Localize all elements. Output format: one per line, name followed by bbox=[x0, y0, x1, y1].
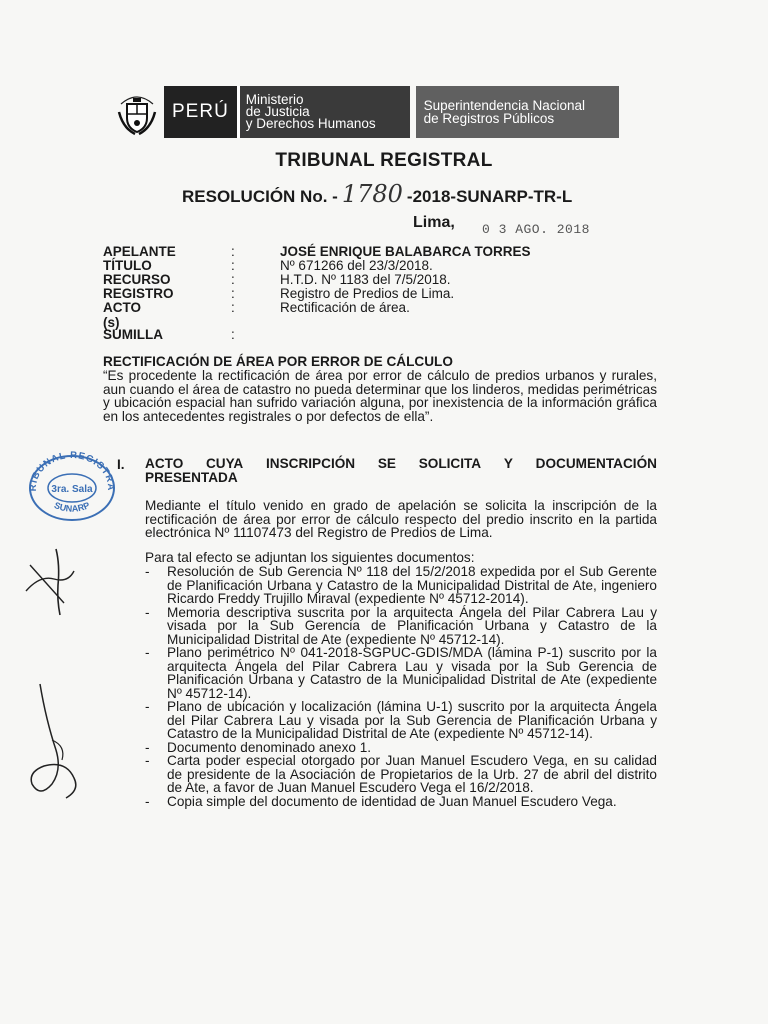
list-item bbox=[145, 646, 657, 700]
stamp-top-text: RIBUNAL REGISTRA bbox=[27, 450, 117, 492]
document-list bbox=[145, 565, 657, 808]
section-paragraph: Mediante el título venido en grado de apelación se solicita la inscripción de la rectificación de área por error de cálculo respecto del predio inscrito en la partida electrónica Nº 11107473 del Registro de Predios de Lima. bbox=[145, 498, 657, 540]
section-title-word: SE bbox=[377, 456, 396, 471]
resolution-number bbox=[182, 180, 572, 208]
field-value: Rectificación de área. bbox=[280, 300, 410, 315]
stamp-bottom-text: SUNARP bbox=[52, 500, 92, 514]
field-key: TÍTULO bbox=[103, 258, 152, 273]
sunarp-label bbox=[416, 86, 619, 138]
list-item-text: Documento denominado anexo 1. bbox=[167, 739, 372, 755]
sunarp-line-1: Superintendencia Nacional bbox=[423, 98, 585, 113]
section-title bbox=[145, 457, 657, 484]
list-dash: - bbox=[145, 739, 150, 755]
field-key: REGISTRO bbox=[103, 286, 174, 301]
field-key: ACTO (s) bbox=[103, 300, 142, 330]
list-item-text: Plano de ubicación y localización (lámina U-1) suscrito por la arquitecta Ángela del Pilar Cabrera Lau y visada por la Sub Gerencia de Planificación Urbana y Catastro de la Municipalidad Distrital de Ate (expediente Nº 45712-14). bbox=[167, 699, 657, 741]
list-dash: - bbox=[145, 753, 150, 768]
list-item bbox=[145, 754, 657, 795]
section-title-word: SOLICITA bbox=[418, 456, 482, 471]
field-colon: : bbox=[231, 272, 235, 287]
peru-label: PERÚ bbox=[164, 86, 240, 138]
field-value: H.T.D. Nº 1183 del 7/5/2018. bbox=[280, 272, 451, 287]
field-colon: : bbox=[231, 244, 235, 259]
field-colon: : bbox=[231, 327, 235, 342]
ministry-line-1: Ministerio bbox=[245, 92, 304, 107]
tribunal-stamp bbox=[26, 450, 118, 522]
resolution-prefix: RESOLUCIÓN No. - bbox=[182, 187, 338, 206]
ministry-line-2: de Justicia bbox=[245, 104, 310, 119]
sumilla-text: “Es procedente la rectificación de área por error de cálculo de predios urbanos y rurales, aun cuando el área de catastro no pueda determinar que los linderos, medidas perimétricas y ubicación espacial han sufrido variación alguna, por inexistencia de la información gráfica en los antecedentes registrales o por defectos de ella”. bbox=[103, 368, 657, 424]
field-key: RECURSO bbox=[103, 272, 171, 287]
field-value: Nº 671266 del 23/3/2018. bbox=[280, 258, 433, 273]
field-value: Registro de Predios de Lima. bbox=[280, 286, 455, 301]
list-dash: - bbox=[145, 699, 150, 714]
section-title-word: ACTO bbox=[145, 456, 184, 471]
list-item bbox=[145, 795, 657, 809]
section-title-word: INSCRIPCIÓN bbox=[265, 456, 356, 471]
section-title-word: Y bbox=[503, 456, 513, 471]
date-stamp: 0 3 AGO. 2018 bbox=[482, 222, 590, 237]
section-title-word: DOCUMENTACIÓN bbox=[535, 456, 657, 471]
section-title-line2: PRESENTADA bbox=[145, 469, 238, 485]
section-title-word: CUYA bbox=[205, 456, 244, 471]
field-colon: : bbox=[231, 300, 235, 315]
sunarp-line-2: de Registros Públicos bbox=[423, 111, 555, 126]
resolution-suffix: -2018-SUNARP-TR-L bbox=[406, 187, 573, 206]
letterhead bbox=[110, 86, 619, 138]
document-title: TRIBUNAL REGISTRAL bbox=[275, 150, 493, 171]
sumilla-title: RECTIFICACIÓN DE ÁREA POR ERROR DE CÁLCULO bbox=[103, 354, 453, 369]
list-dash: - bbox=[145, 564, 150, 579]
list-dash: - bbox=[145, 604, 150, 620]
field-colon: : bbox=[231, 286, 235, 301]
field-colon: : bbox=[231, 258, 235, 273]
section-number: I. bbox=[117, 457, 125, 472]
list-item-text: Copia simple del documento de identidad de Juan Manuel Escudero Vega. bbox=[167, 793, 617, 809]
list-item-text: Memoria descriptiva suscrita por la arquitecta Ángela del Pilar Cabrera Lau y visada por la Sub Gerencia de Planificación Urbana y Catastro de la Municipalidad Distrital de Ate (expediente Nº 45712-14). bbox=[167, 604, 657, 647]
list-item bbox=[145, 606, 657, 647]
list-item-text: Plano perimétrico Nº 041-2018-SGPUC-GDIS/MDA (lámina P-1) suscrito por la arquitecta Ángela del Pilar Cabrera Lau y visada por la Sub Gerencia de Planificación Urbana y Catastro de la Municipalidad Distrital de Ate (expediente Nº 45712-14). bbox=[167, 645, 657, 701]
list-item-text: Carta poder especial otorgado por Juan Manuel Escudero Vega, en su calidad de presidente de la Asociación de Propietarios de la Urb. 27 de abril del distrito de Ate, a favor de Juan Manuel Escudero Vega el 16/2/2018. bbox=[167, 753, 657, 795]
handwritten-signature bbox=[22, 680, 92, 810]
list-item bbox=[145, 700, 657, 741]
field-key: APELANTE bbox=[103, 244, 176, 259]
list-dash: - bbox=[145, 793, 150, 809]
ministry-line-3: y Derechos Humanos bbox=[245, 116, 376, 131]
list-item-text: Resolución de Sub Gerencia Nº 118 del 15/2/2018 expedida por el Sub Gerente de Planificación Urbana y Catastro de la Municipalidad Distrital de Ate, ingeniero Ricardo Freddy Trujillo Miraval (expediente Nº 45712-2014). bbox=[167, 564, 657, 606]
initials-signature bbox=[20, 545, 80, 620]
resolution-handwritten-number: 1780 bbox=[341, 180, 403, 208]
place-label: Lima, bbox=[413, 214, 455, 231]
field-key: SUMILLA bbox=[103, 327, 163, 342]
list-item bbox=[145, 741, 657, 755]
section-intro: Para tal efecto se adjuntan los siguientes documentos: bbox=[145, 550, 475, 565]
coat-of-arms-icon bbox=[110, 86, 164, 138]
stamp-center-text: 3ra. Sala bbox=[51, 484, 93, 495]
field-value: JOSÉ ENRIQUE BALABARCA TORRES bbox=[280, 244, 531, 259]
list-item bbox=[145, 565, 657, 606]
ministry-label bbox=[240, 86, 410, 138]
list-dash: - bbox=[145, 645, 150, 660]
